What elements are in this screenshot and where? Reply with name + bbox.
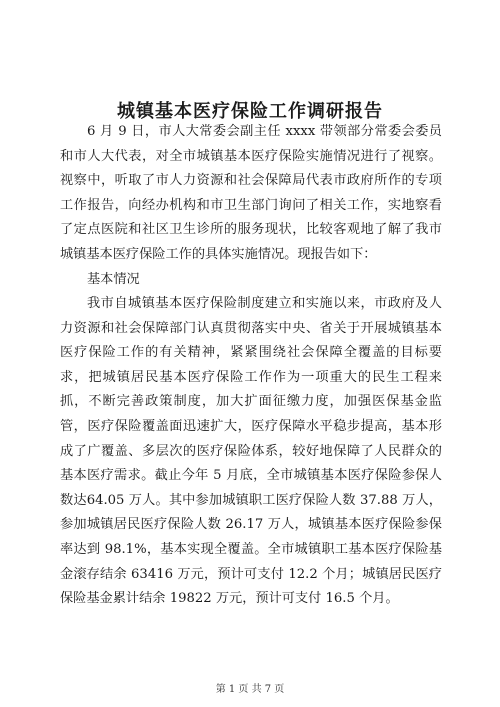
paragraph-intro: 6 月 9 日，市人大常委会副主任 xxxx 带领部分常委会委员和市人大代表，对全市城镇基本医疗保险实施情况进行了视察。视察中，听取了市人力资源和社会保障局代表市政府所作的专项工作报告，向经办机构和市卫生部门询问了相关工作，实地察看了定点医院和社区卫生诊所的服务现状，比较客观地了解了我市城镇基本医疗保险工作的具体实施情况。现报告如下： — [60, 124, 442, 262]
paragraph-basic-situation: 我市自城镇基本医疗保险制度建立和实施以来，市政府及人力资源和社会保障部门认真贯彻落实中央、省关于开展城镇基本医疗保险工作的有关精神，紧紧围绕社会保障全覆盖的目标要求，把城镇居民基本医疗保险工作作为一项重大的民生工程来抓，不断完善政策制度，加大扩面征缴力度，加强医保基金监管，医疗保险覆盖面迅速扩大，医疗保障水平稳步提高，基本形成了广覆盖、多层次的医疗保险体系，较好地保障了人民群众的基本医疗需求。截止今年 5 月底，全市城镇基本医疗保险参保人数达64.05 万人。其中参加城镇职工医疗保险人数 37.88 万人，参加城镇居民医疗保险人数 26.17 万人，城镇基本医疗保险参保率达到 98.1%，基本实现全覆盖。全市城镇职工基本医疗保险基金滚存结余 63416 万元，预计可支付 12.2 个月；城镇居民医疗保险基金累计结余 19822 万元，预计可支付 16.5 个月。 — [60, 296, 442, 607]
section-heading-basic-situation: 基本情况 — [87, 272, 140, 287]
page-title: 城镇基本医疗保险工作调研报告 — [117, 101, 383, 123]
page-footer: 第 1 页 共 7 页 — [215, 684, 285, 695]
